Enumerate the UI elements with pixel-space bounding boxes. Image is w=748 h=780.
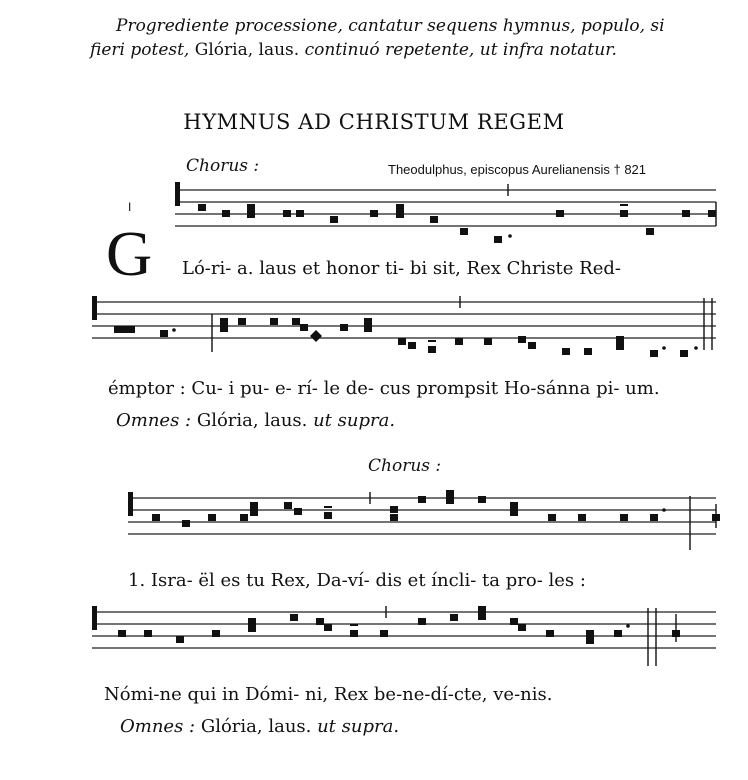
omnes-response-2: Omnes : Glória, laus. ut supra.	[120, 716, 400, 737]
lyrics-line-3: 1. Isra- ël es tu Rex, Da-ví- dis et íncli- ta pro- les :	[128, 570, 586, 591]
drop-cap-initial: G	[106, 218, 153, 289]
mode-number: I	[128, 200, 132, 214]
chant-staff-3	[0, 488, 748, 558]
lyrics-line-2: émptor : Cu- i pu- e- rí- le de- cus prompsit Ho-sánna pi- um.	[108, 378, 660, 399]
author-attribution: Theodulphus, episcopus Aurelianensis † 821	[388, 162, 647, 177]
chorus-label-2: Chorus :	[368, 456, 442, 476]
lyrics-line-1: Ló-ri- a. laus et honor ti- bi sit, Rex Christe Red-	[182, 258, 621, 279]
omnes-response-1: Omnes : Glória, laus. ut supra.	[116, 410, 396, 431]
lyrics-line-4: Nómi-ne qui in Dómi- ni, Rex be-ne-dí-cte, ve-nis.	[104, 684, 553, 705]
rubric-line-2: fieri potest, Glória, laus. continuó repetente, ut infra notatur.	[90, 40, 617, 60]
chant-staff-4	[0, 602, 748, 672]
chorus-label: Chorus :	[186, 156, 260, 176]
rubric-line-1: Progrediente processione, cantatur sequens hymnus, populo, si	[116, 16, 665, 36]
chant-staff-2	[0, 292, 748, 362]
hymn-title: HYMNUS AD CHRISTUM REGEM	[183, 110, 565, 134]
